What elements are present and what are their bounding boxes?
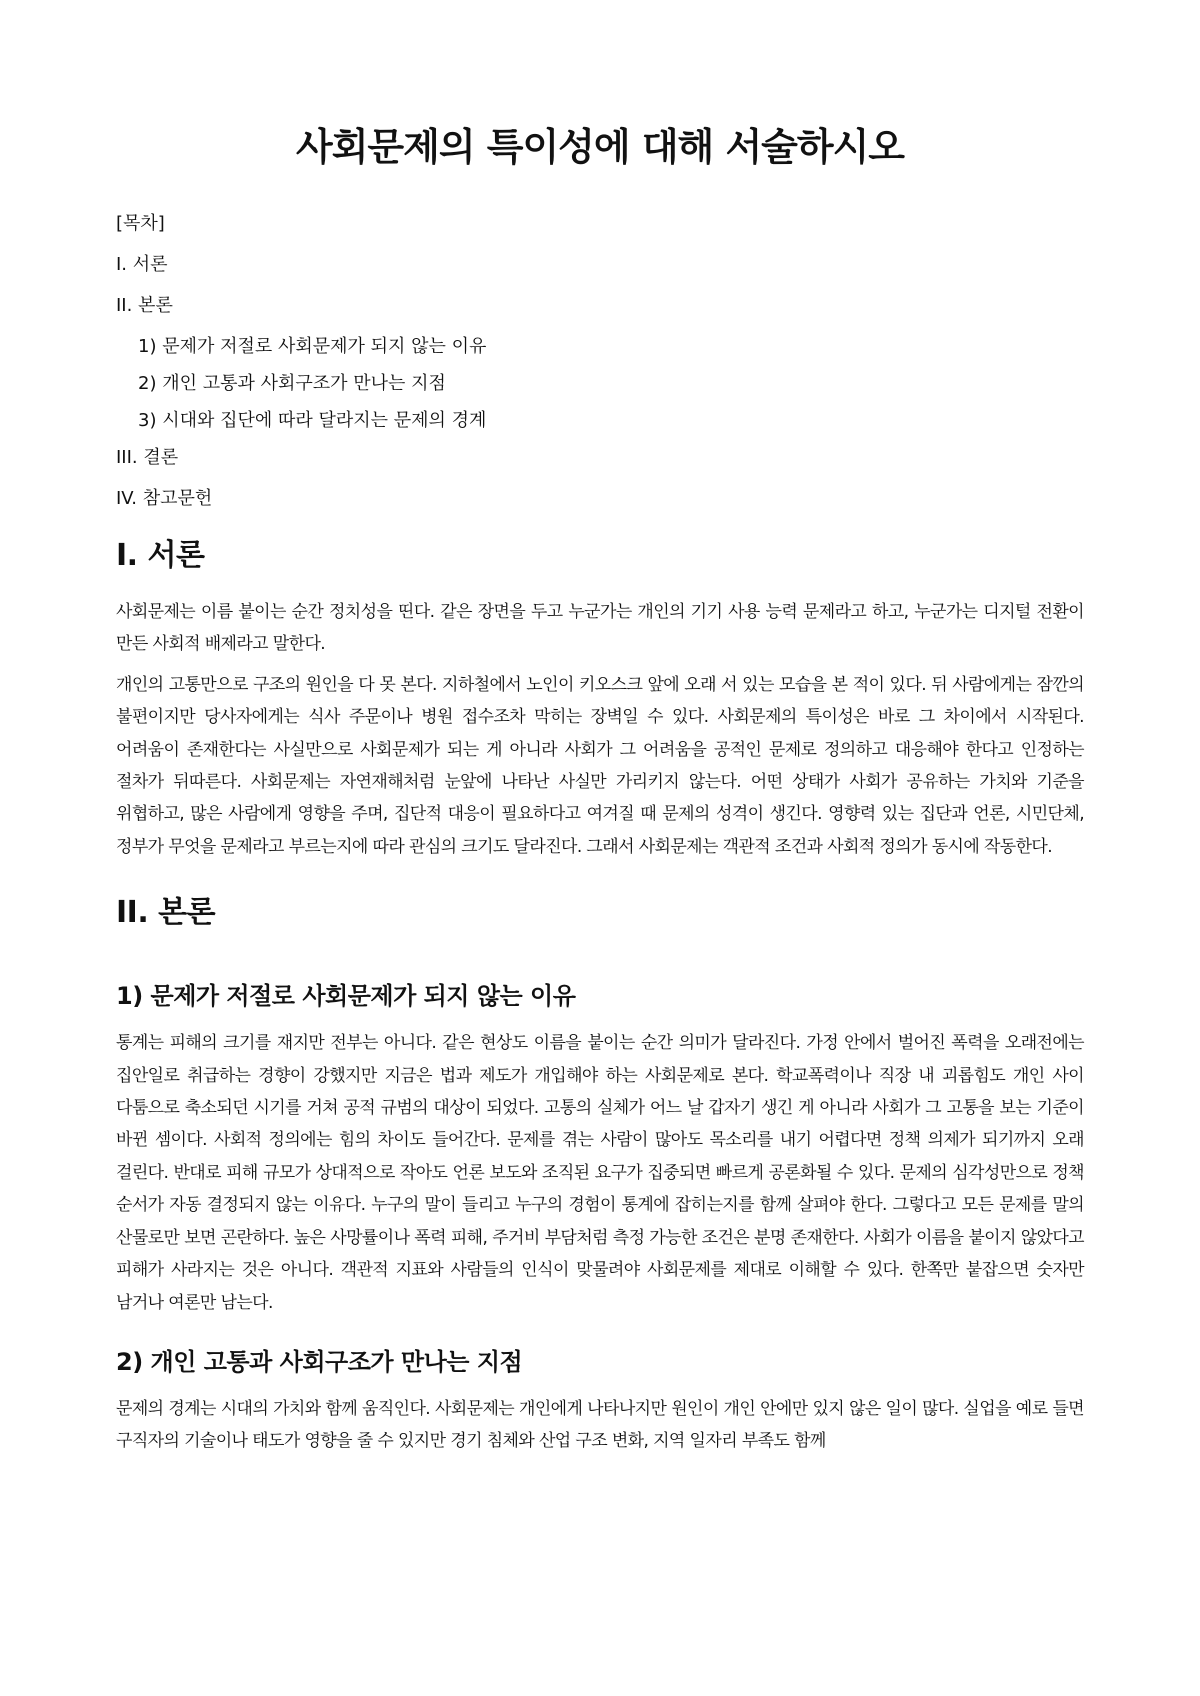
body-subsection-2 — [116, 1345, 1084, 1458]
body-subsection-1 — [116, 979, 1084, 1319]
body-heading: II. 본론 — [116, 895, 216, 931]
document-title: 사회문제의 특이성에 대해 서술하시오 — [295, 125, 905, 169]
intro-paragraph-1: 사회문제는 이름 붙이는 순간 정치성을 띤다. 같은 장면을 두고 누군가는 개인의 기기 사용 능력 문제라고 하고, 누군가는 디지털 전환이 만든 사회적 배제라고 말한다. — [116, 602, 1084, 655]
toc-heading: [목차] — [116, 213, 165, 234]
toc-item-body-2: 2) 개인 고통과 사회구조가 만나는 지점 — [138, 373, 446, 394]
toc-item-body: II. 본론 — [116, 295, 173, 316]
subsection-1-paragraph: 통계는 피해의 크기를 재지만 전부는 아니다. 같은 현상도 이름을 붙이는 순간 의미가 달라진다. 가정 안에서 벌어진 폭력을 오래전에는 집안일로 취급하는 경향이 강했지만 지금은 법과 제도가 개입해야 하는 사회문제로 본다. 학교폭력이나 직장 내 괴롭힘도 개인 사이 다툼으로 축소되던 시기를 거쳐 공적 규범의 대상이 되었다. 고통의 실체가 어느 날 갑자기 생긴 게 아니라 사회가 그 고통을 보는 기준이 바뀐 셈이다. 사회적 정의에는 힘의 차이도 들어간다. 문제를 겪는 사람이 많아도 목소리를 내기 어렵다면 정책 의제가 되기까지 오래 걸린다. 반대로 피해 규모가 상대적으로 작아도 언론 보도와 조직된 요구가 집중되면 빠르게 공론화될 수 있다. 문제의 심각성만으로 정책 순서가 자동 결정되지 않는 이유다. 누구의 말이 들리고 누구의 경험이 통계에 잡히는지를 함께 살펴야 한다. 그렇다고 모든 문제를 말의 산물로만 보면 곤란하다. 높은 사망률이나 폭력 피해, 주거비 부담처럼 측정 가능한 조건은 분명 존재한다. 사회가 이름을 붙이지 않았다고 피해가 사라지는 것은 아니다. 객관적 지표와 사람들의 인식이 맞물려야 사회문제를 제대로 이해할 수 있다. 한쪽만 붙잡으면 숫자만 남거나 여론만 남는다. — [116, 1033, 1084, 1313]
subsection-1-heading: 1) 문제가 저절로 사회문제가 되지 않는 이유 — [116, 982, 576, 1011]
intro-heading: I. 서론 — [116, 538, 205, 573]
table-of-contents — [116, 212, 1084, 510]
subsection-2-paragraph: 문제의 경계는 시대의 가치와 함께 움직인다. 사회문제는 개인에게 나타나지만 원인이 개인 안에만 있지 않은 일이 많다. 실업을 예로 들면 구직자의 기술이나 태도가 영향을 줄 수 있지만 경기 침체와 산업 구조 변화, 지역 일자리 부족도 함께 — [116, 1398, 1084, 1452]
intro-section — [116, 536, 1084, 863]
toc-item-intro: I. 서론 — [116, 254, 168, 275]
body-section — [116, 893, 1084, 1457]
toc-item-conclusion: III. 결론 — [116, 447, 179, 468]
heading-spacer — [116, 953, 1084, 979]
subsection-2-heading: 2) 개인 고통과 사회구조가 만나는 지점 — [116, 1347, 523, 1376]
toc-item-references: IV. 참고문헌 — [116, 488, 213, 509]
toc-item-body-3: 3) 시대와 집단에 따라 달라지는 문제의 경계 — [138, 410, 487, 431]
toc-item-body-1: 1) 문제가 저절로 사회문제가 되지 않는 이유 — [138, 336, 487, 357]
intro-paragraph-2: 개인의 고통만으로 구조의 원인을 다 못 본다. 지하철에서 노인이 키오스크 앞에 오래 서 있는 모습을 본 적이 있다. 뒤 사람에게는 잠깐의 불편이지만 당사자에게는 식사 주문이나 병원 접수조차 막히는 장벽일 수 있다. 사회문제의 특이성은 바로 그 차이에서 시작된다. 어려움이 존재한다는 사실만으로 사회문제가 되는 게 아니라 사회가 그 어려움을 공적인 문제로 정의하고 대응해야 한다고 인정하는 절차가 뒤따른다. 사회문제는 자연재해처럼 눈앞에 나타난 사실만 가리키지 않는다. 어떤 상태가 사회가 공유하는 가치와 기준을 위협하고, 많은 사람에게 영향을 주며, 집단적 대응이 필요하다고 여겨질 때 문제의 성격이 생긴다. 영향력 있는 집단과 언론, 시민단체, 정부가 무엇을 문제라고 부르는지에 따라 관심의 크기도 달라진다. 그래서 사회문제는 객관적 조건과 사회적 정의가 동시에 작동한다. — [116, 674, 1084, 857]
